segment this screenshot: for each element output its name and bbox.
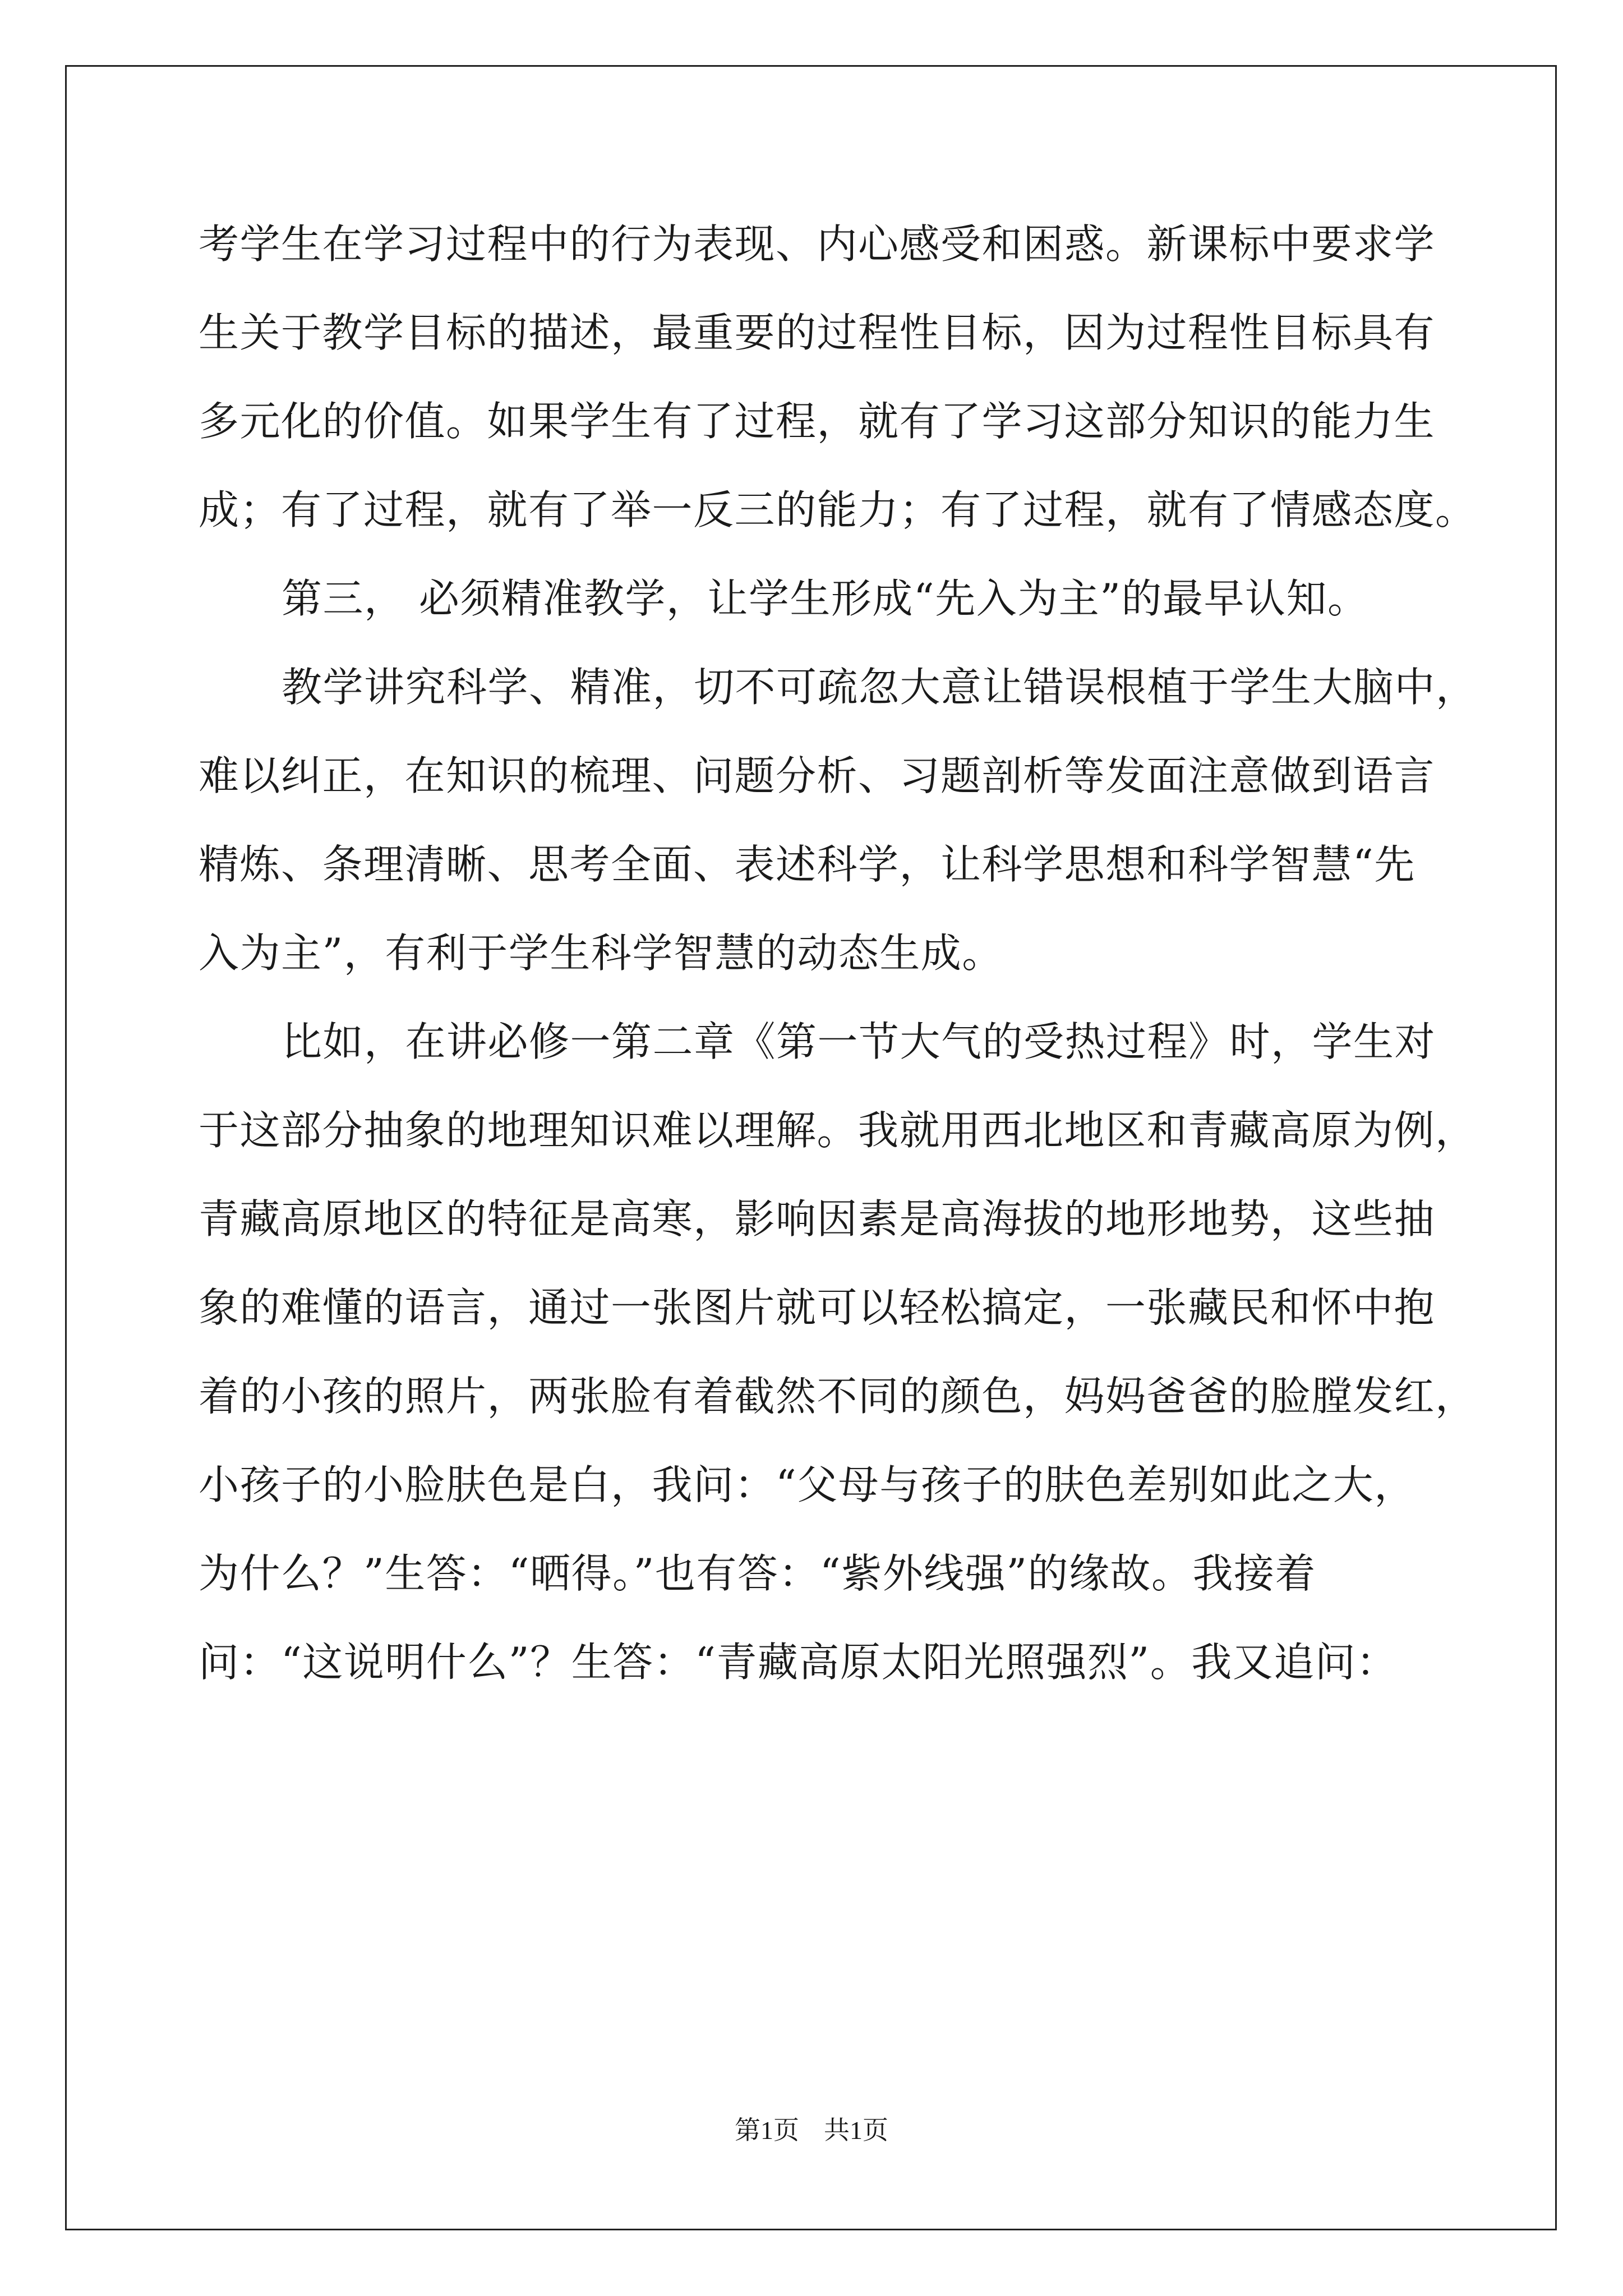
text-line-7: 难以纠正，在知识的梳理、问题分析、习题剖析等发面注意做到语言 (199, 752, 1436, 799)
text-line-8: 精炼、条理清晰、思考全面、表述科学，让科学思想和科学智慧“先 (199, 841, 1415, 888)
text-line-1: 考学生在学习过程中的行为表现、内心感受和困惑。新课标中要求学 (199, 220, 1436, 268)
text-line-14: 着的小孩的照片，两张脸有着截然不同的颜色，妈妈爸爸的脸膛发红， (199, 1373, 1477, 1420)
text-line-2: 生关于教学目标的描述，最重要的过程性目标，因为过程性目标具有 (199, 309, 1436, 356)
text-line-17: 问：“这说明什么”？生答：“青藏高原太阳光照强烈”。我又追问： (199, 1639, 1398, 1686)
page-number: 第1页 (735, 2116, 799, 2145)
document-body (199, 216, 1477, 1723)
text-line-10: 比如，在讲必修一第二章《第一节大气的受热过程》时，学生对 (282, 1018, 1436, 1065)
section-heading-line: 第三， 必须精准教学，让学生形成“先入为主”的最早认知。 (282, 575, 1369, 622)
text-line-16: 为什么？”生答：“晒得。”也有答：“紫外线强”的缘故。我接着 (199, 1550, 1317, 1597)
text-line-15: 小孩子的小脸肤色是白，我问：“父母与孩子的肤色差别如此之大， (199, 1461, 1415, 1508)
text-line-9: 入为主”，有利于学生科学智慧的动态生成。 (199, 930, 1003, 977)
page-footer (0, 2114, 1623, 2147)
text-line-3: 多元化的价值。如果学生有了过程，就有了学习这部分知识的能力生 (199, 398, 1436, 445)
text-line-13: 象的难懂的语言，通过一张图片就可以轻松搞定，一张藏民和怀中抱 (199, 1284, 1436, 1331)
text-line-12: 青藏高原地区的特征是高寒，影响因素是高海拔的地形地势，这些抽 (199, 1195, 1436, 1243)
text-line-6: 教学讲究科学、精准，切不可疏忽大意让错误根植于学生大脑中， (282, 664, 1477, 711)
page-total: 共1页 (824, 2116, 888, 2145)
text-line-11: 于这部分抽象的地理知识难以理解。我就用西北地区和青藏高原为例， (199, 1107, 1477, 1154)
text-line-4: 成；有了过程，就有了举一反三的能力；有了过程，就有了情感态度。 (199, 486, 1477, 533)
